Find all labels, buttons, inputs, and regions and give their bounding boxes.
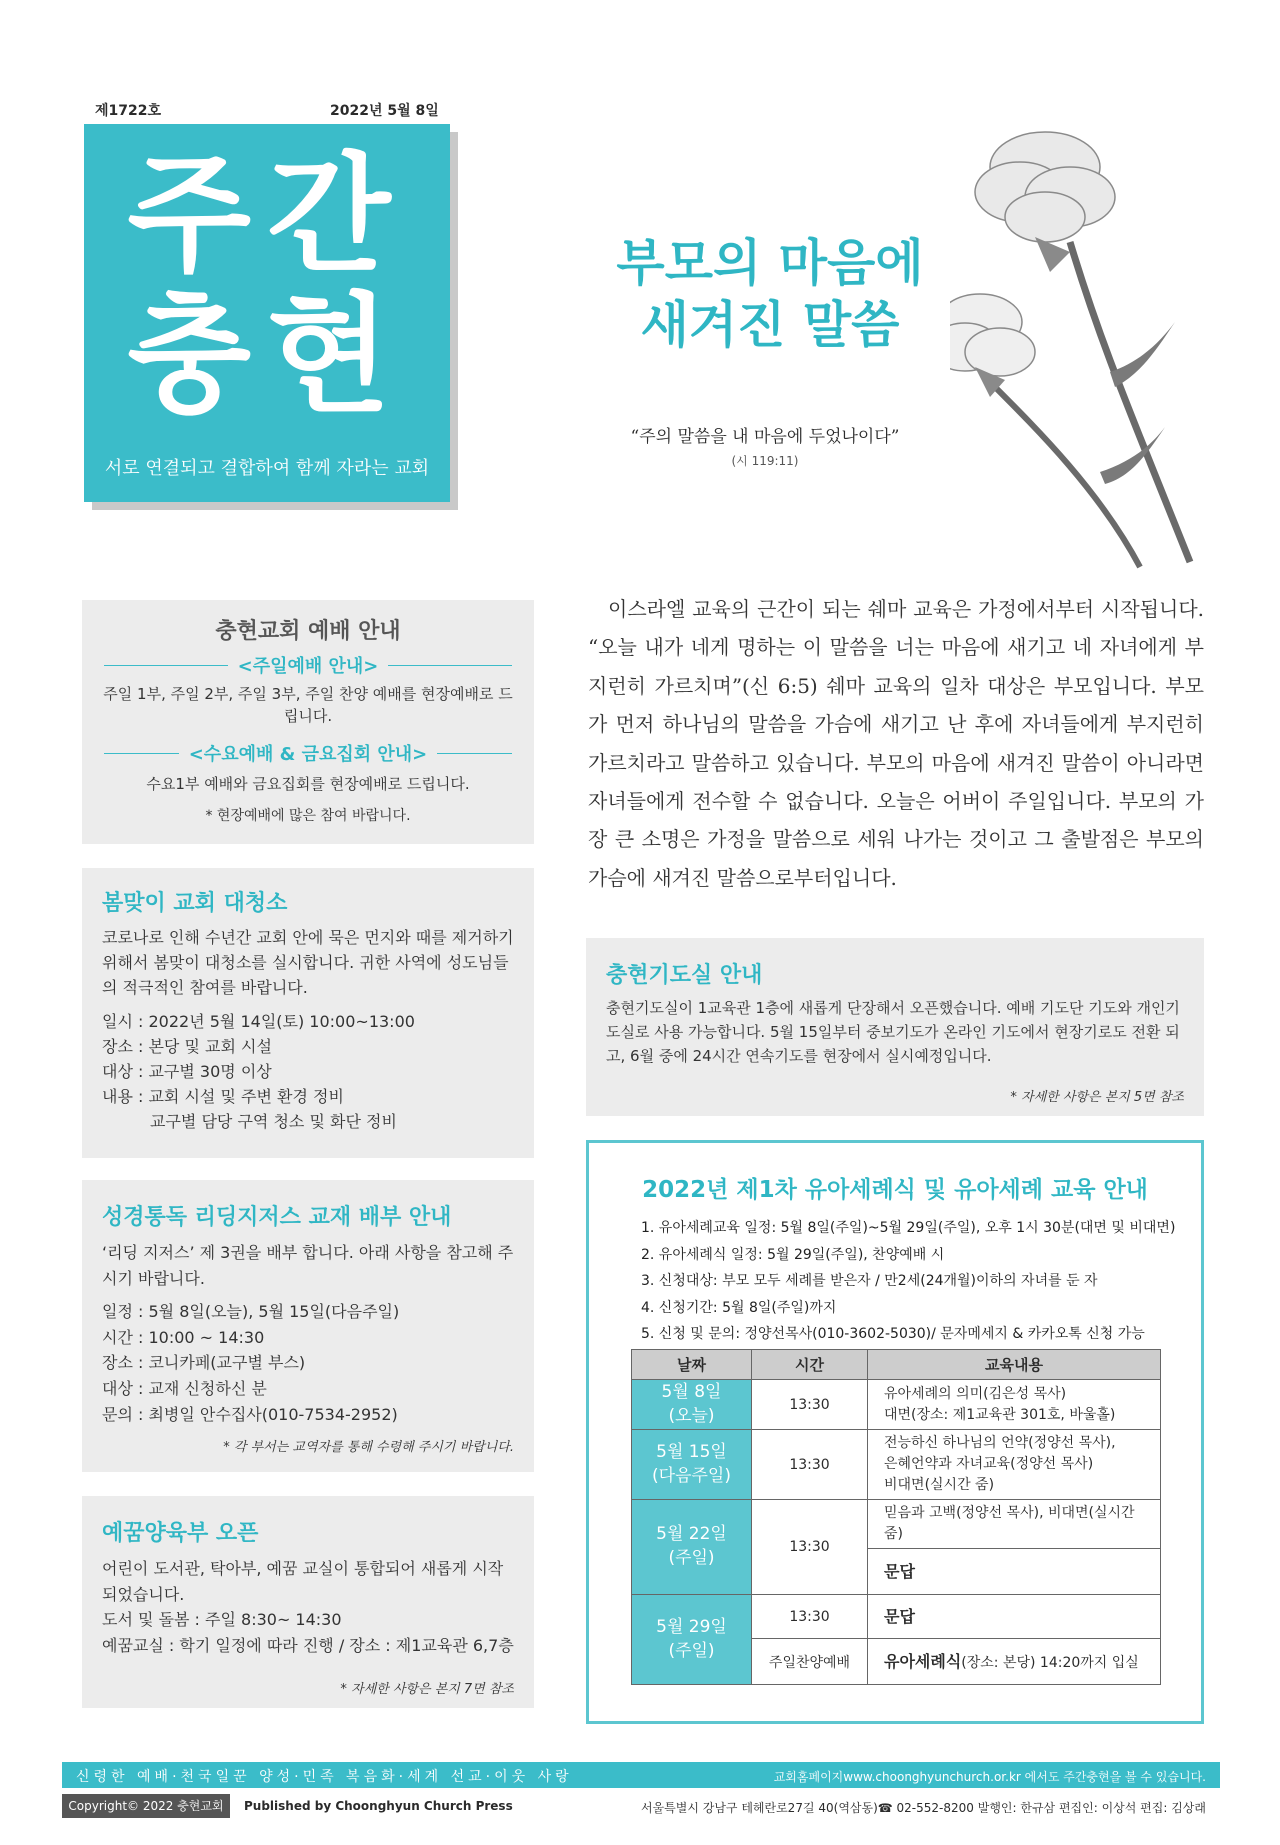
worship-guide-title: 충현교회 예배 안내 [215, 619, 401, 644]
table-row [632, 1500, 1161, 1549]
headline-line1: 부모의 마음에 [616, 234, 924, 292]
column-header-date: 날짜 [632, 1350, 752, 1380]
bible-reading-body [102, 1240, 514, 1427]
feature-article-body: 이스라엘 교육의 근간이 되는 쉐마 교육은 가정에서부터 시작됩니다. “오늘 내가 네게 명하는 이 말씀을 너는 마음에 새기고 네 자녀에게 부지런히 가르치며”(신 6:5) 쉐마 교육의 일차 대상은 부모입니다. 부모가 먼저 하나님의 말씀을 가슴에 새기고 난 후에 자녀들에게 부지런히 가르치라고 말씀하고 있습니다. 부모의 마음에 새겨진 말씀이 아니라면 자녀들에게 전수할 수 없습니다. 오늘은 어버이 주일입니다. 부모의 가장 큰 소명은 가정을 말씀으로 세워 나가는 것이고 그 출발점은 부모의 가슴에 새겨진 말씀으로부터입니다. [588, 597, 1204, 890]
footer-info [62, 1794, 1220, 1818]
spring-cleaning-intro: 코로나로 인해 수년간 교회 안에 묵은 먼지와 때를 제거하기 위해서 봄맞이 대청소를 실시합니다. 귀한 사역에 성도님들의 적극적인 참여를 바랍니다. [102, 928, 514, 997]
date-cell: 5월 22일 (주일) [632, 1500, 752, 1595]
scripture-reference: (시 119:11) [731, 454, 799, 468]
bible-reading-intro: ‘리딩 지저스’ 제 3권을 배부 합니다. 아래 사항을 참고해 주시기 바랍니다. [102, 1243, 514, 1288]
prayer-room-body: 충현기도실이 1교육관 1층에 새롭게 단장해서 오픈했습니다. 예배 기도단 기도와 개인기도실로 사용 가능합니다. 5월 15일부터 중보기도가 온라인 기도에서 현장기로도 전환 되고, 6월 중에 24시간 연속기도를 현장에서 실시예정입니다. [606, 999, 1180, 1065]
nursery-note: * 자세한 사항은 본지 7면 참조 [340, 1682, 514, 1697]
footer-bar [62, 1762, 1220, 1788]
date-cell: 5월 8일 (오늘) [632, 1380, 752, 1430]
prayer-room-note: * 자세한 사항은 본지 5면 참조 [1010, 1090, 1184, 1105]
prayer-room-box [586, 938, 1204, 1116]
time-cell: 13:30 [752, 1500, 868, 1595]
logo-title-line1: 주간 [127, 141, 407, 290]
publisher: Published by Choonghyun Church Press [244, 1799, 513, 1813]
date-cell: 5월 15일 (다음주일) [632, 1430, 752, 1500]
cleaning-line: 대상 : 교구별 30명 이상 [102, 1061, 272, 1081]
bible-line: 대상 : 교재 신청하신 분 [102, 1378, 267, 1398]
footer-homepage: 교회홈페이지www.choonghyunchurch.or.kr 에서도 주간충현을 볼 수 있습니다. [773, 1770, 1206, 1784]
copyright: Copyright© 2022 충현교회 [62, 1794, 230, 1818]
time-cell: 13:30 [752, 1595, 868, 1639]
list-item: 1. 유아세례교육 일정: 5월 8일(주일)~5월 29일(주일), 오후 1시 30분(대면 및 비대면) [641, 1220, 1176, 1236]
content-cell: 유아세례식(장소: 본당) 14:20까지 입실 [868, 1639, 1161, 1685]
bible-line: 장소 : 코니카페(교구별 부스) [102, 1353, 306, 1373]
cleaning-line: 장소 : 본당 및 교회 시설 [102, 1037, 272, 1057]
column-header-content: 교육내용 [868, 1350, 1161, 1380]
table-row [632, 1595, 1161, 1639]
infant-baptism-list [641, 1215, 1175, 1348]
nursery-line: 도서 및 돌봄 : 주일 8:30~ 14:30 [102, 1610, 342, 1630]
content-cell: 유아세례의 의미(김은성 목사) 대면(장소: 제1교육관 301호, 바울홀) [868, 1380, 1161, 1430]
carnation-illustration [950, 112, 1240, 572]
sunday-worship-text: 주일 1부, 주일 2부, 주일 3부, 주일 찬양 예배를 현장예배로 드립니다. [103, 685, 513, 725]
logo-title-line2: 충현 [127, 281, 407, 430]
bible-reading-title: 성경통독 리딩지저스 교재 배부 안내 [102, 1205, 452, 1230]
content-cell: 믿음과 고백(정양선 목사), 비대면(실시간 줌) [868, 1500, 1161, 1549]
spring-cleaning-body [102, 926, 514, 1134]
bible-line: 시간 : 10:00 ~ 14:30 [102, 1327, 265, 1347]
church-address: 서울특별시 강남구 테헤란로27길 40(역삼동)☎ 02-552-8200 발행인: 한규삼 편집인: 이상석 편집: 김상래 [640, 1801, 1206, 1815]
prayer-room-title: 충현기도실 안내 [606, 963, 763, 988]
table-row [632, 1380, 1161, 1430]
time-cell: 13:30 [752, 1380, 868, 1430]
time-cell: 13:30 [752, 1430, 868, 1500]
weekday-worship-text: 수요1부 예배와 금요집회를 현장예배로 드립니다. [146, 775, 470, 793]
feature-headline [560, 232, 980, 356]
nursery-open-box [82, 1496, 534, 1708]
spring-cleaning-box [82, 868, 534, 1158]
issue-date: 2022년 5월 8일 [330, 103, 439, 119]
table-row [632, 1430, 1161, 1500]
newsletter-logo [84, 124, 450, 502]
list-item: 2. 유아세례식 일정: 5월 29일(주일), 찬양예배 시 [641, 1246, 945, 1263]
content-cell: 문답 [868, 1595, 1161, 1639]
date-cell: 5월 29일 (주일) [632, 1595, 752, 1685]
headline-line2: 새겨진 말씀 [640, 296, 900, 354]
bible-line: 일정 : 5월 8일(오늘), 5월 15일(다음주일) [102, 1302, 400, 1322]
church-slogan: 서로 연결되고 결합하여 함께 자라는 교회 [104, 458, 430, 479]
nursery-line: 예꿈교실 : 학기 일정에 따라 진행 / 장소 : 제1교육관 6,7층 [102, 1635, 514, 1655]
infant-baptism-title: 2022년 제1차 유아세례식 및 유아세례 교육 안내 [642, 1177, 1148, 1203]
spring-cleaning-title: 봄맞이 교회 대청소 [102, 891, 288, 916]
weekday-worship-heading: <수요예배 & 금요집회 안내> [104, 740, 512, 766]
table-header-row [632, 1350, 1161, 1380]
infant-baptism-box [586, 1140, 1204, 1724]
bible-reading-box [82, 1180, 534, 1472]
time-cell: 주일찬양예배 [752, 1639, 868, 1685]
list-item: 5. 신청 및 문의: 정양선목사(010-3602-5030)/ 문자메세지 & 카카오톡 신청 가능 [641, 1326, 1145, 1343]
list-item: 4. 신청기간: 5월 8일(주일)까지 [641, 1299, 837, 1316]
list-item: 3. 신청대상: 부모 모두 세례를 받은자 / 만2세(24개월)이하의 자녀를 둔 자 [641, 1273, 1098, 1290]
bible-line: 문의 : 최병일 안수집사(010-7534-2952) [102, 1404, 398, 1424]
cleaning-line: 일시 : 2022년 5월 14일(토) 10:00~13:00 [102, 1012, 415, 1032]
scripture-quote: “주의 말씀을 내 마음에 두었나이다” [630, 427, 900, 447]
content-cell: 문답 [868, 1549, 1161, 1595]
footer-slogan: 신령한 예배·천국일꾼 양성·민족 복음화·세계 선교·이웃 사랑 [76, 1769, 573, 1785]
content-cell: 전능하신 하나님의 언약(정양선 목사), 은혜언약과 자녀교육(정양선 목사) 비대면(실시간 줌) [868, 1430, 1161, 1500]
worship-guide-box [82, 600, 534, 844]
baptism-schedule-table [631, 1349, 1161, 1685]
cleaning-line: 교구별 담당 구역 청소 및 화단 정비 [150, 1111, 397, 1131]
sunday-worship-heading: <주일예배 안내> [104, 652, 512, 678]
bible-reading-note: * 각 부서는 교역자를 통해 수령해 주시기 바랍니다. [223, 1440, 514, 1455]
nursery-open-title: 예꿈양육부 오픈 [102, 1521, 259, 1546]
cleaning-line: 내용 : 교회 시설 및 주변 환경 정비 [102, 1086, 344, 1106]
column-header-time: 시간 [752, 1350, 868, 1380]
issue-number: 제1722호 [95, 103, 162, 119]
nursery-intro: 어린이 도서관, 탁아부, 예꿈 교실이 통합되어 새롭게 시작되었습니다. [102, 1559, 504, 1604]
worship-note: * 현장예배에 많은 참여 바랍니다. [205, 808, 411, 824]
nursery-open-body [102, 1556, 514, 1658]
